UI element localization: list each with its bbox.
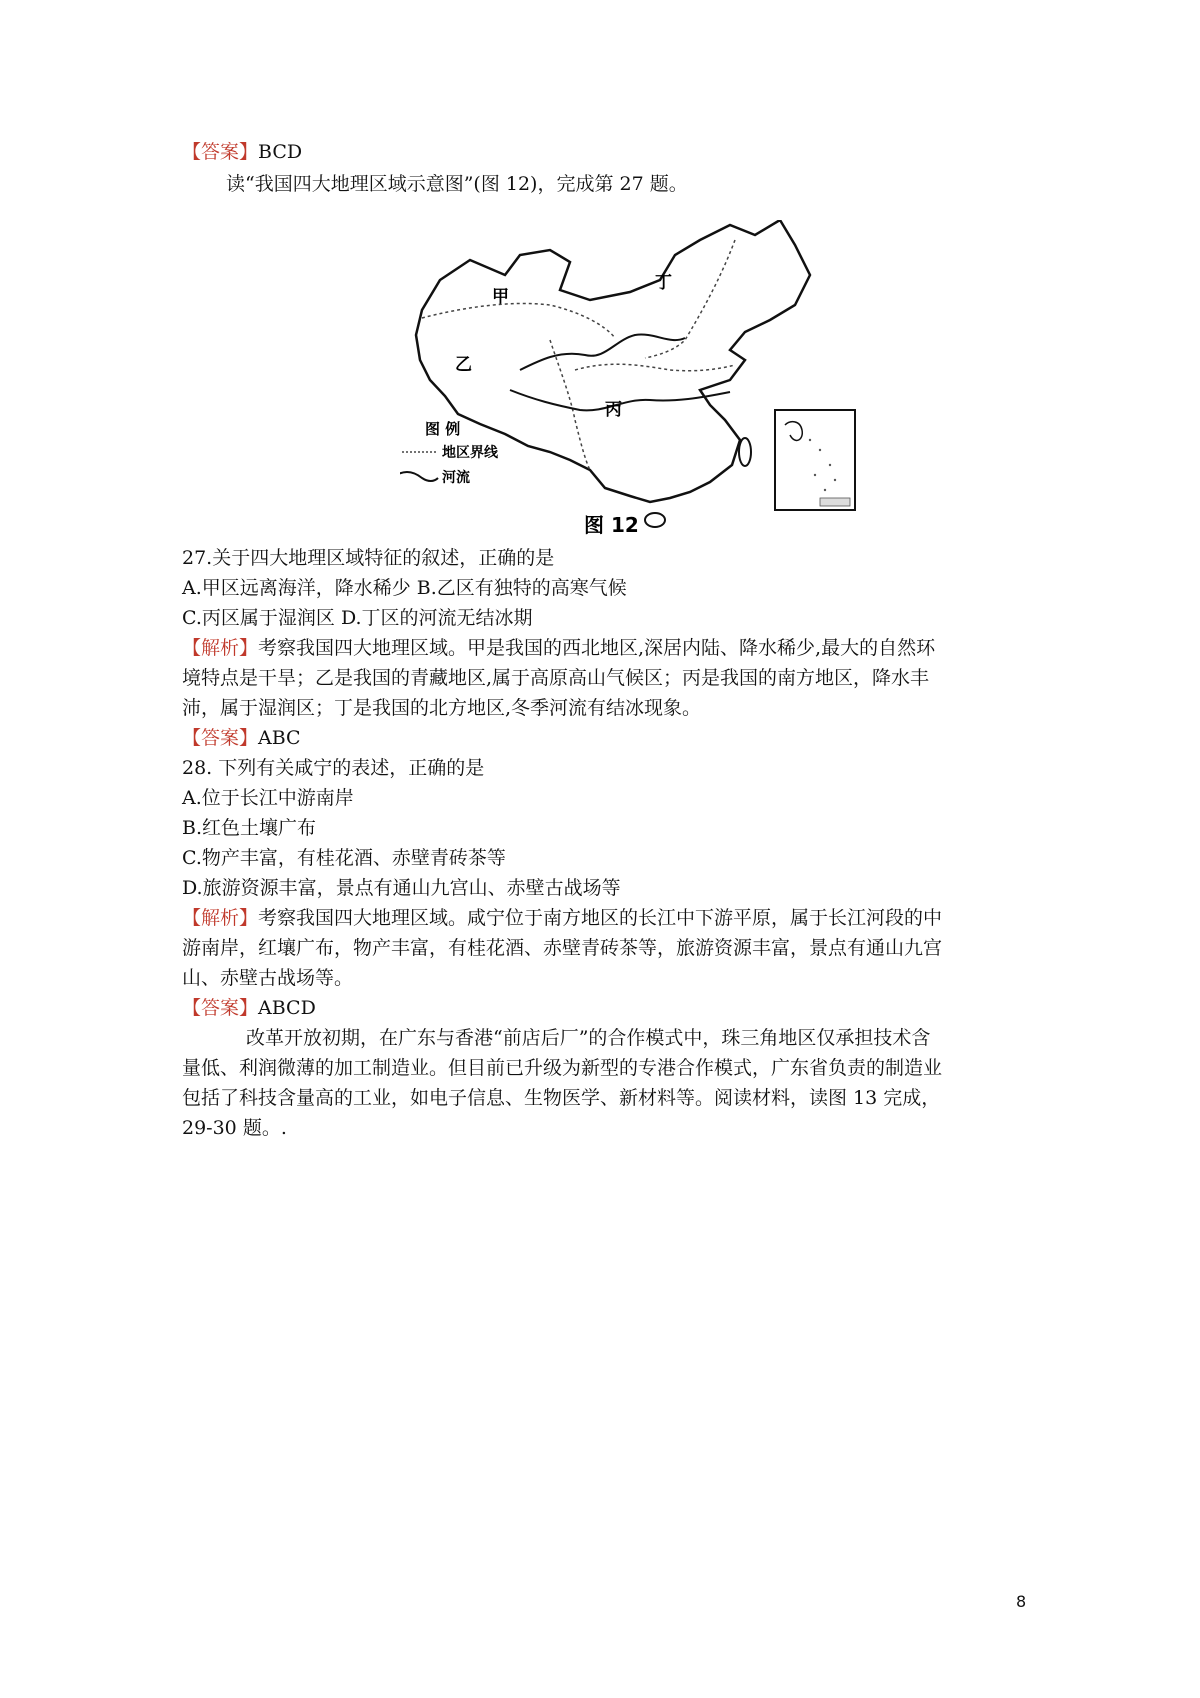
south-china-sea-inset <box>775 410 855 510</box>
answer-value: ABC <box>258 727 301 749</box>
analysis-text-1: 考察我国四大地理区域。甲是我国的西北地区,深居内陆、降水稀少,最大的自然环 <box>258 637 936 659</box>
region-label-ding: 丁 <box>655 273 672 293</box>
q28-option-d: D.旅游资源丰富，景点有通山九宫山、赤壁古战场等 <box>182 877 621 899</box>
q28-option-c: C.物产丰富，有桂花酒、赤壁青砖茶等 <box>182 847 506 869</box>
q27-options-line2: C.丙区属于湿润区 D.丁区的河流无结冰期 <box>182 607 533 629</box>
river-yellow <box>520 335 685 370</box>
legend-river-label: 河流 <box>442 470 470 486</box>
legend-title: 图 例 <box>425 420 461 438</box>
hainan-island <box>645 513 665 527</box>
intro-27: 读“我国四大地理区域示意图”(图 12)，完成第 27 题。 <box>226 173 688 195</box>
material-line1: 改革开放初期，在广东与香港“前店后厂”的合作模式中，珠三角地区仅承担技术含 <box>246 1027 931 1049</box>
answer-tag: 【答案】 <box>182 141 259 163</box>
inset-label-box <box>820 498 850 506</box>
material-line3: 包括了科技含量高的工业，如电子信息、生物医学、新材料等。阅读材料，读图 13 完成， <box>182 1087 941 1109</box>
analysis-tag: 【解析】 <box>182 637 259 659</box>
q28-answer <box>182 992 316 1024</box>
answer-value: ABCD <box>258 997 316 1019</box>
taiwan-island <box>739 438 751 466</box>
q27-options-line1: A.甲区远离海洋，降水稀少 B.乙区有独特的高寒气候 <box>182 577 627 599</box>
q27-analysis-line3: 沛，属于湿润区；丁是我国的北方地区,冬季河流有结冰现象。 <box>182 697 702 719</box>
region-label-jia: 甲 <box>492 287 509 307</box>
figure-caption: 图 12 <box>584 513 639 537</box>
q28-analysis-line3: 山、赤壁古战场等。 <box>182 967 354 989</box>
answer-tag: 【答案】 <box>182 997 259 1019</box>
answer-value: BCD <box>258 141 303 163</box>
inset-coastline <box>785 422 802 441</box>
inset-islands <box>809 439 836 491</box>
q28-option-a: A.位于长江中游南岸 <box>182 787 354 809</box>
q28-option-b: B.红色土壤广布 <box>182 817 317 839</box>
legend-river-swatch <box>400 472 438 481</box>
answer-tag: 【答案】 <box>182 727 259 749</box>
page-number: 8 <box>1016 1592 1027 1611</box>
material-line4: 29-30 题。. <box>182 1117 287 1139</box>
q28-analysis-line2: 游南岸，红壤广布，物产丰富，有桂花酒、赤壁青砖茶等，旅游资源丰富，景点有通山九宫 <box>182 937 943 959</box>
material-line2: 量低、利润微薄的加工制造业。但目前已升级为新型的专港合作模式，广东省负责的制造业 <box>182 1057 943 1079</box>
region-label-yi: 乙 <box>455 355 472 375</box>
q26-answer <box>182 136 302 168</box>
boundary-line-qinling-huaihe <box>575 364 735 371</box>
q27-answer <box>182 722 301 754</box>
analysis-text-1: 考察我国四大地理区域。咸宁位于南方地区的长江中下游平原，属于长江河段的中 <box>258 907 943 929</box>
boundary-line-northeast <box>645 240 735 358</box>
analysis-tag: 【解析】 <box>182 907 259 929</box>
figure-12-map <box>400 220 900 580</box>
q28-stem: 28. 下列有关咸宁的表述，正确的是 <box>182 757 485 779</box>
legend-boundary-label: 地区界线 <box>442 445 498 461</box>
q27-analysis-line2: 境特点是干旱；乙是我国的青藏地区,属于高原高山气候区；丙是我国的南方地区，降水丰 <box>182 667 930 689</box>
q27-stem: 27.关于四大地理区域特征的叙述，正确的是 <box>182 547 555 569</box>
boundary-line-northwest <box>422 303 615 338</box>
q27-analysis <box>182 632 935 664</box>
region-label-bing: 丙 <box>605 400 622 420</box>
q28-analysis <box>182 902 942 934</box>
